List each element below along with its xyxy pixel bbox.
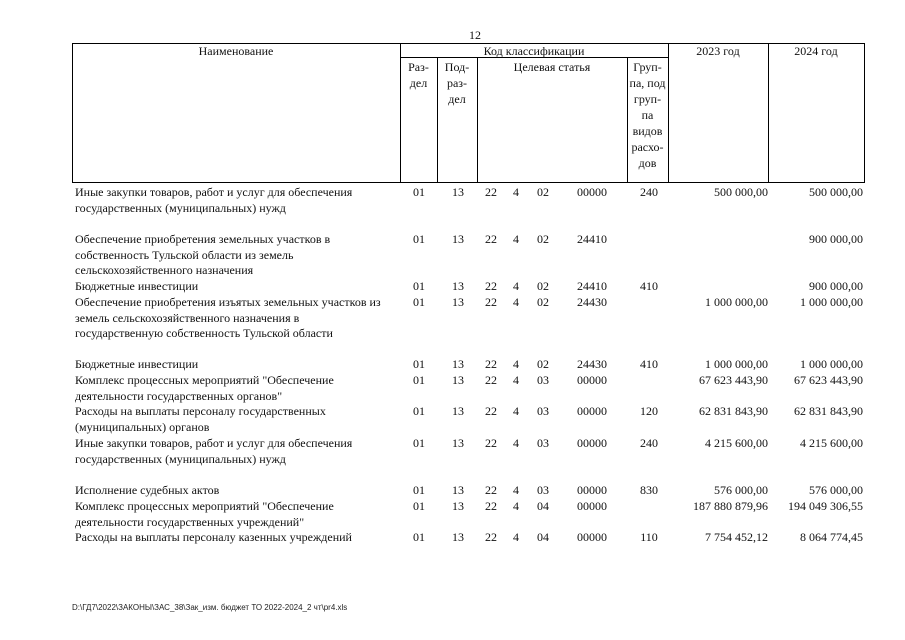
cell-target-3: 03	[537, 483, 549, 497]
cell-target-4: 24430	[577, 295, 607, 309]
cell-razdel: 01	[413, 436, 425, 450]
name-line: Иные закупки товаров, работ и услуг для обеспечения	[75, 436, 353, 450]
row-name	[75, 404, 395, 435]
cell-razdel: 01	[413, 295, 425, 309]
cell-2024: 194 049 306,55	[788, 499, 863, 513]
cell-target-3: 02	[537, 279, 549, 293]
cell-target-2: 4	[513, 404, 519, 418]
cell-group: 240	[640, 185, 658, 199]
cell-podrazdel: 13	[452, 373, 464, 387]
cell-razdel: 01	[413, 357, 425, 371]
name-line: Иные закупки товаров, работ и услуг для обеспечения	[75, 185, 353, 199]
podrazdel-line: Под-	[444, 60, 470, 74]
cell-2024: 900 000,00	[809, 232, 863, 246]
cell-2024: 62 831 843,90	[794, 404, 863, 418]
header-podrazdel	[437, 59, 477, 107]
cell-2023: 1 000 000,00	[705, 357, 768, 371]
cell-target-1: 22	[485, 357, 497, 371]
header-razdel	[400, 59, 437, 91]
cell-target-2: 4	[513, 373, 519, 387]
cell-podrazdel: 13	[452, 499, 464, 513]
cell-target-1: 22	[485, 483, 497, 497]
row-name	[75, 185, 395, 216]
cell-target-1: 22	[485, 185, 497, 199]
cell-razdel: 01	[413, 279, 425, 293]
cell-target-4: 00000	[577, 499, 607, 513]
name-line: государственных (муниципальных) нужд	[75, 200, 286, 215]
row-name	[75, 436, 395, 467]
cell-target-3: 02	[537, 232, 549, 246]
cell-group: 410	[640, 357, 658, 371]
cell-2023: 1 000 000,00	[705, 295, 768, 309]
name-line: Обеспечение приобретения изъятых земельных участков из	[75, 295, 381, 309]
header-target-article: Целевая статья	[513, 60, 591, 74]
group-line: Груп-	[633, 60, 662, 74]
table-header	[72, 43, 865, 183]
cell-podrazdel: 13	[452, 185, 464, 199]
cell-podrazdel: 13	[452, 530, 464, 544]
group-line: видов	[632, 124, 663, 138]
cell-2023: 500 000,00	[714, 185, 768, 199]
cell-2023: 4 215 600,00	[705, 436, 768, 450]
name-line: Исполнение судебных актов	[75, 483, 220, 497]
cell-target-4: 00000	[577, 483, 607, 497]
cell-target-1: 22	[485, 499, 497, 513]
cell-target-2: 4	[513, 185, 519, 199]
cell-group: 240	[640, 436, 658, 450]
cell-2023: 62 831 843,90	[699, 404, 768, 418]
cell-razdel: 01	[413, 404, 425, 418]
podrazdel-line: раз-	[446, 76, 468, 90]
cell-target-2: 4	[513, 357, 519, 371]
razdel-line: дел	[409, 76, 428, 90]
cell-target-4: 24430	[577, 357, 607, 371]
name-line: сельскохозяйственного назначения	[75, 263, 254, 277]
vline-year1	[768, 43, 769, 183]
cell-target-4: 00000	[577, 530, 607, 544]
cell-group: 120	[640, 404, 658, 418]
cell-razdel: 01	[413, 185, 425, 199]
header-code: Код классификации	[483, 44, 585, 58]
file-path-footer: D:\ГД7\2022\ЗАКОНЫ\ЗАС_38\Зак_изм. бюджет ТО 2022-2024_2 чт\pr4.xls	[72, 603, 348, 612]
row-name	[75, 530, 395, 546]
header-year-2023: 2023 год	[696, 44, 740, 58]
cell-target-4: 00000	[577, 404, 607, 418]
cell-podrazdel: 13	[452, 404, 464, 418]
cell-2024: 1 000 000,00	[800, 357, 863, 371]
row-name	[75, 279, 395, 295]
name-line: государственную собственность Тульской области	[75, 326, 333, 340]
cell-target-2: 4	[513, 279, 519, 293]
group-line: па, под	[629, 76, 666, 90]
cell-target-3: 03	[537, 436, 549, 450]
vline-right	[864, 43, 865, 183]
cell-target-3: 02	[537, 185, 549, 199]
group-line: дов	[638, 156, 657, 170]
cell-2024: 1 000 000,00	[800, 295, 863, 309]
page-number: 12	[469, 28, 481, 42]
cell-target-1: 22	[485, 373, 497, 387]
cell-razdel: 01	[413, 483, 425, 497]
cell-podrazdel: 13	[452, 232, 464, 246]
row-name	[75, 295, 395, 342]
cell-target-4: 00000	[577, 436, 607, 450]
cell-target-2: 4	[513, 483, 519, 497]
cell-target-3: 04	[537, 499, 549, 513]
cell-target-1: 22	[485, 279, 497, 293]
name-line: Комплекс процессных мероприятий "Обеспечение	[75, 499, 334, 513]
name-line: Расходы на выплаты персоналу государственных	[75, 404, 326, 418]
cell-podrazdel: 13	[452, 279, 464, 293]
cell-2024: 4 215 600,00	[800, 436, 863, 450]
cell-target-1: 22	[485, 404, 497, 418]
row-name	[75, 483, 395, 499]
vline-left	[72, 43, 73, 183]
cell-razdel: 01	[413, 373, 425, 387]
cell-2024: 8 064 774,45	[800, 530, 863, 544]
cell-target-2: 4	[513, 232, 519, 246]
cell-target-1: 22	[485, 232, 497, 246]
header-group	[627, 59, 668, 171]
name-line: Бюджетные инвестиции	[75, 279, 199, 293]
cell-podrazdel: 13	[452, 357, 464, 371]
cell-2024: 900 000,00	[809, 279, 863, 293]
header-year-2024: 2024 год	[794, 44, 838, 58]
cell-group: 110	[640, 530, 658, 544]
cell-2023: 67 623 443,90	[699, 373, 768, 387]
name-line: Бюджетные инвестиции	[75, 357, 199, 371]
name-line: деятельности государственных органов"	[75, 388, 283, 403]
cell-target-4: 24410	[577, 279, 607, 293]
row-name	[75, 499, 395, 530]
cell-target-4: 00000	[577, 373, 607, 387]
vline-group	[668, 43, 669, 183]
cell-target-3: 03	[537, 373, 549, 387]
cell-target-4: 00000	[577, 185, 607, 199]
cell-target-4: 24410	[577, 232, 607, 246]
name-line: (муниципальных) органов	[75, 419, 210, 434]
cell-target-2: 4	[513, 295, 519, 309]
cell-2023: 7 754 452,12	[705, 530, 768, 544]
cell-target-1: 22	[485, 295, 497, 309]
cell-2023: 576 000,00	[714, 483, 768, 497]
cell-target-3: 02	[537, 295, 549, 309]
cell-2024: 576 000,00	[809, 483, 863, 497]
cell-2024: 500 000,00	[809, 185, 863, 199]
cell-target-3: 04	[537, 530, 549, 544]
cell-target-2: 4	[513, 436, 519, 450]
cell-podrazdel: 13	[452, 295, 464, 309]
row-name	[75, 373, 395, 404]
razdel-line: Раз-	[408, 60, 429, 74]
name-line: собственность Тульской области из земель	[75, 247, 294, 262]
header-name: Наименование	[198, 44, 274, 58]
cell-razdel: 01	[413, 530, 425, 544]
cell-group: 830	[640, 483, 658, 497]
name-line: Обеспечение приобретения земельных участков в	[75, 232, 331, 246]
name-line: земель сельскохозяйственного назначения в	[75, 310, 300, 325]
header-bottom-border	[72, 182, 865, 183]
cell-target-3: 03	[537, 404, 549, 418]
cell-razdel: 01	[413, 232, 425, 246]
cell-2023: 187 880 879,96	[693, 499, 768, 513]
group-line: расхо-	[631, 140, 664, 154]
row-name	[75, 357, 395, 373]
group-line: груп-	[633, 92, 662, 106]
cell-podrazdel: 13	[452, 483, 464, 497]
cell-target-1: 22	[485, 436, 497, 450]
row-name	[75, 232, 395, 279]
cell-podrazdel: 13	[452, 436, 464, 450]
group-line: па	[641, 108, 654, 122]
name-line: деятельности государственных учреждений"	[75, 514, 305, 529]
cell-2024: 67 623 443,90	[794, 373, 863, 387]
cell-target-1: 22	[485, 530, 497, 544]
podrazdel-line: дел	[448, 92, 466, 106]
cell-target-2: 4	[513, 530, 519, 544]
name-line: Комплекс процессных мероприятий "Обеспечение	[75, 373, 334, 387]
cell-target-3: 02	[537, 357, 549, 371]
cell-target-2: 4	[513, 499, 519, 513]
cell-group: 410	[640, 279, 658, 293]
name-line: государственных (муниципальных) нужд	[75, 451, 286, 466]
vline-podrazdel	[477, 57, 478, 183]
name-line: Расходы на выплаты персоналу казенных учреждений	[75, 530, 352, 544]
cell-razdel: 01	[413, 499, 425, 513]
